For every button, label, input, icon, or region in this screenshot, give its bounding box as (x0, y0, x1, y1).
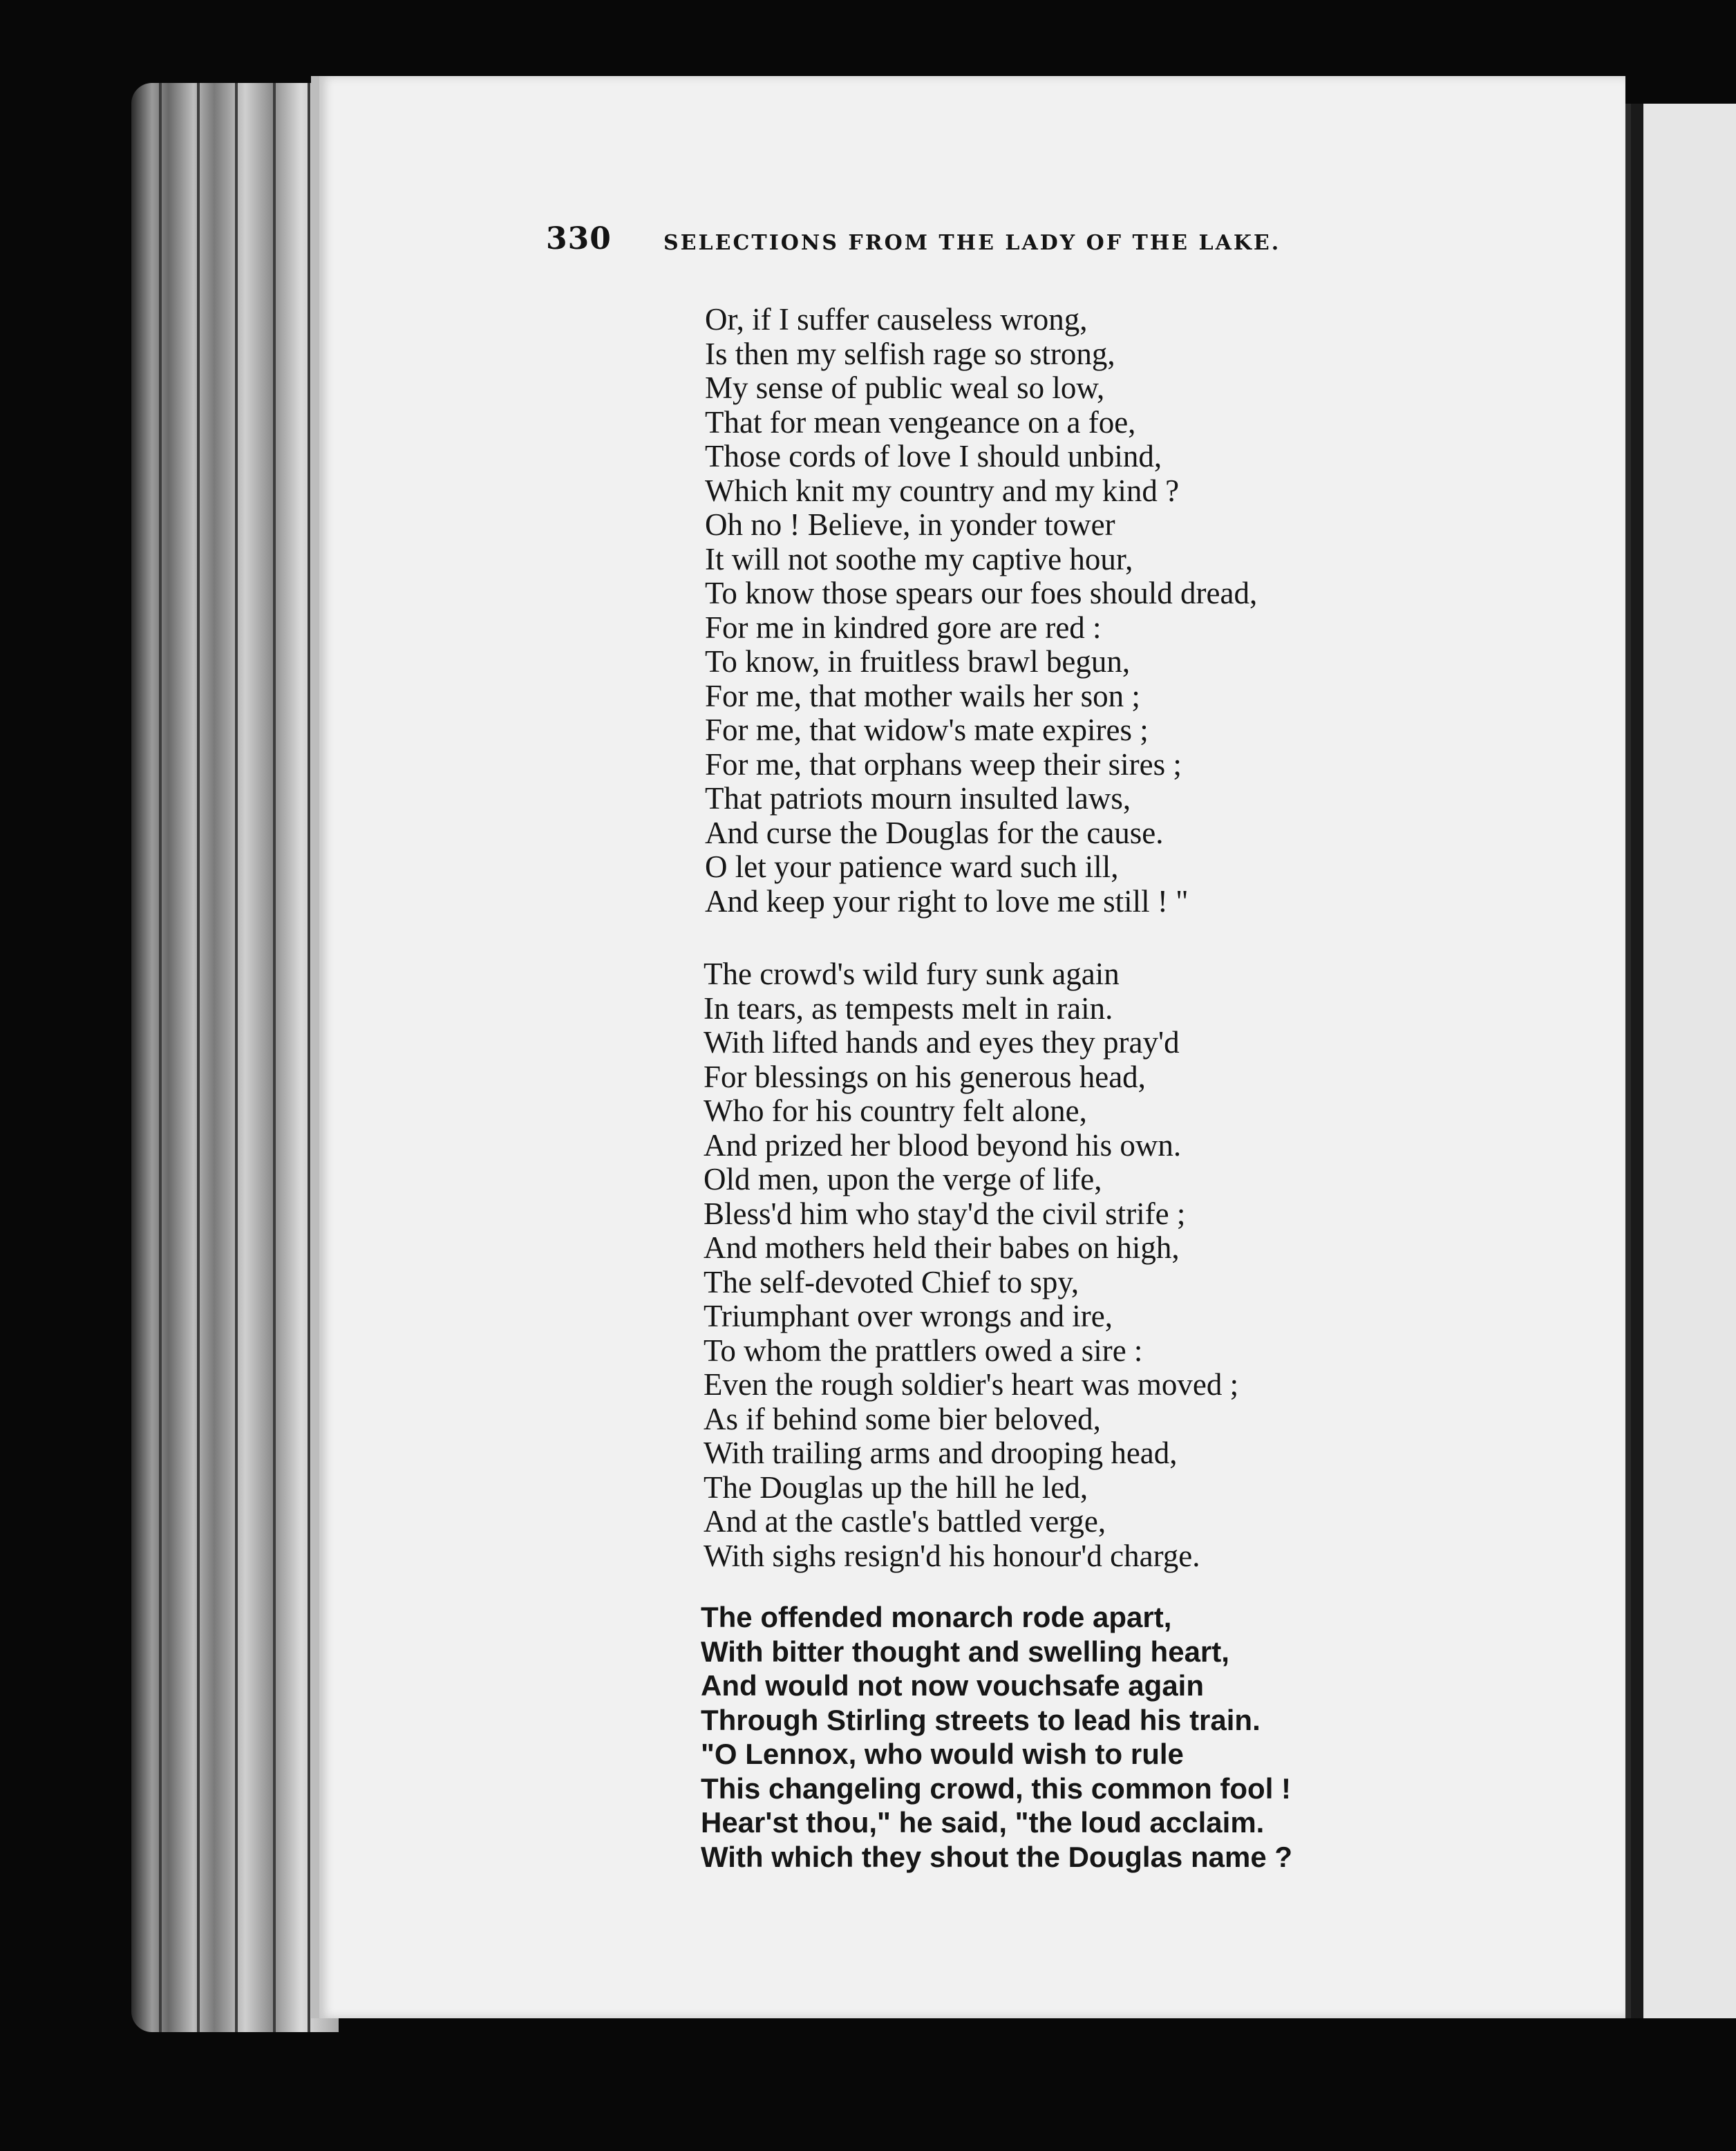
book-page-edges (131, 83, 339, 2032)
poem-line: And would not now vouchsafe again (701, 1669, 1205, 1702)
poem-line: For me, that widow's mate expires ; (705, 713, 1149, 747)
poem-line: That patriots mourn insulted laws, (705, 781, 1131, 816)
poem-line: For me, that orphans weep their sires ; (705, 746, 1182, 782)
poem-line: It will not soothe my captive hour, (705, 541, 1133, 576)
poem-line: Even the rough soldier's heart was moved ; (704, 1367, 1239, 1402)
poem-line: Hear'st thou," he said, "the loud acclaim. (701, 1806, 1265, 1839)
poem-line: The offended monarch rode apart, (701, 1601, 1172, 1633)
poem-line: For blessings on his generous head, (704, 1059, 1146, 1094)
poem-line: Bless'd him who stay'd the civil strife ; (704, 1196, 1186, 1231)
poem-line: O let your patience ward such ill, (705, 849, 1119, 884)
running-title: SELECTIONS FROM THE LADY OF THE LAKE. (663, 231, 1281, 255)
stanza-3 (701, 1600, 1461, 1874)
page-number: 330 (546, 221, 612, 256)
poem-line: The self-devoted Chief to spy, (704, 1264, 1079, 1299)
poem-line: And keep your right to love me still ! " (705, 883, 1189, 919)
poem-line: With sighs resign'd his honour'd charge. (704, 1538, 1200, 1573)
poem-line: And mothers held their babes on high, (704, 1230, 1180, 1265)
poem-line: And at the castle's battled verge, (704, 1504, 1106, 1539)
poem-line: To know, in fruitless brawl begun, (705, 644, 1131, 679)
poem-line: For me in kindred gore are red : (705, 610, 1102, 645)
poem-line: In tears, as tempests melt in rain. (704, 990, 1113, 1026)
poem-line: Or, if I suffer causeless wrong, (705, 302, 1088, 337)
poem-line: As if behind some bier beloved, (704, 1401, 1101, 1436)
poem-line: Is then my selfish rage so strong, (705, 336, 1115, 371)
poem-line: And curse the Douglas for the cause. (705, 815, 1164, 850)
stanza-1 (705, 303, 1465, 919)
stanza-2 (704, 957, 1464, 1573)
poem-line: The crowd's wild fury sunk again (704, 957, 1120, 991)
poem-line: With trailing arms and drooping head, (704, 1436, 1178, 1470)
poem-line: For me, that mother wails her son ; (705, 678, 1140, 713)
poem-line: That for mean vengeance on a foe, (705, 404, 1136, 440)
poem-line: Which knit my country and my kind ? (705, 473, 1180, 508)
poem-line: Those cords of love I should unbind, (705, 439, 1162, 473)
poem-line: Triumphant over wrongs and ire, (704, 1299, 1113, 1333)
facing-page-edge (1631, 104, 1736, 2018)
poem-line: My sense of public weal so low, (705, 370, 1105, 405)
poem-line: With which they shout the Douglas name ? (701, 1840, 1292, 1873)
poem-line: Oh no ! Believe, in yonder tower (705, 507, 1115, 542)
poem-line: With lifted hands and eyes they pray'd (704, 1025, 1180, 1060)
poem-line: To whom the prattlers owed a sire : (704, 1333, 1143, 1368)
poem-line: Old men, upon the verge of life, (704, 1162, 1102, 1196)
poem-line: The Douglas up the hill he led, (704, 1469, 1088, 1505)
poem-line: With bitter thought and swelling heart, (701, 1635, 1229, 1668)
poem-line: To know those spears our foes should dread, (705, 576, 1258, 610)
poem-line: "O Lennox, who would wish to rule (701, 1738, 1184, 1770)
poem-line: Who for his country felt alone, (704, 1093, 1087, 1128)
running-head (546, 221, 1389, 270)
poem-line: This changeling crowd, this common fool ! (701, 1772, 1292, 1805)
poem-line: And prized her blood beyond his own. (704, 1127, 1182, 1163)
poem-line: Through Stirling streets to lead his train. (701, 1703, 1261, 1736)
